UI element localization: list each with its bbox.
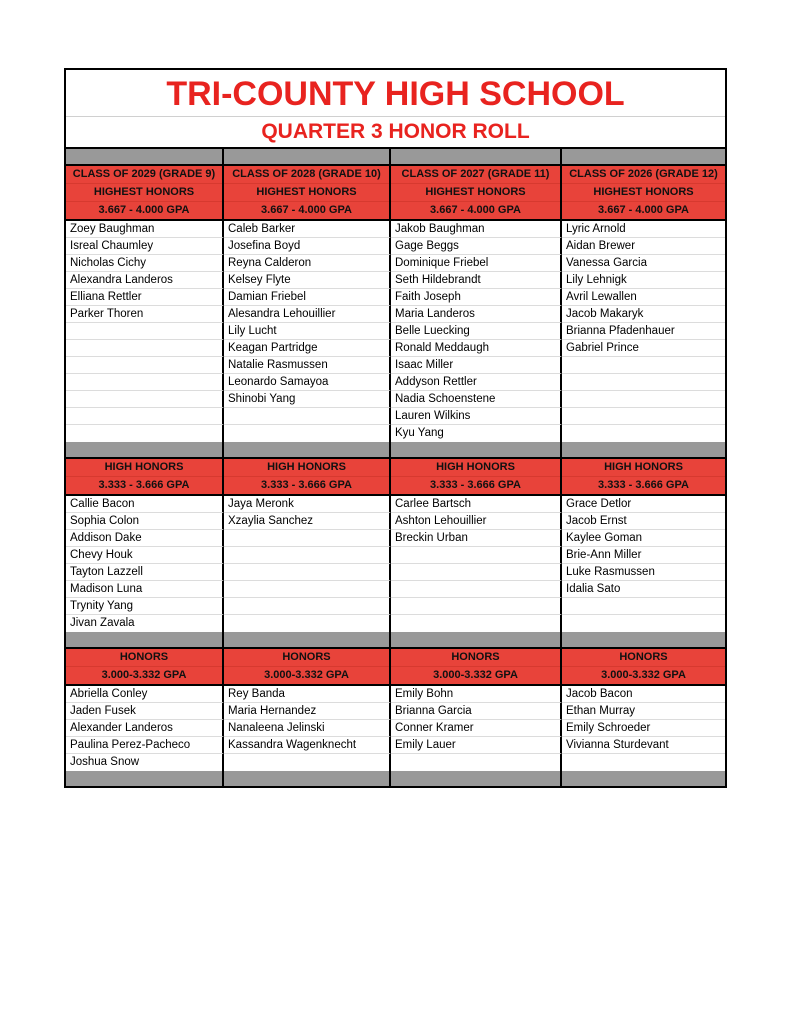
student-name: Jaya Meronk [224, 496, 391, 513]
student-name: Rey Banda [224, 686, 391, 703]
table-row [66, 598, 725, 615]
student-name: Addyson Rettler [391, 374, 562, 391]
student-name [224, 754, 391, 771]
header-line: HONORS [562, 649, 725, 667]
section-header-row [66, 459, 725, 496]
table-row [66, 564, 725, 581]
student-name: Ethan Murray [562, 703, 725, 720]
student-name [391, 581, 562, 598]
section-header-cell [391, 459, 562, 494]
separator-cell [224, 771, 391, 786]
student-name: Xzaylia Sanchez [224, 513, 391, 530]
table-row [66, 513, 725, 530]
table-row [66, 496, 725, 513]
student-name: Madison Luna [66, 581, 224, 598]
header-line: HIGH HONORS [391, 459, 560, 477]
separator-cell [562, 149, 725, 164]
student-name: Carlee Bartsch [391, 496, 562, 513]
student-name [562, 598, 725, 615]
student-name: Joshua Snow [66, 754, 224, 771]
table-row [66, 391, 725, 408]
table-row [66, 737, 725, 754]
separator-cell [391, 632, 562, 647]
student-name [224, 408, 391, 425]
student-name: Lily Lucht [224, 323, 391, 340]
student-name: Caleb Barker [224, 221, 391, 238]
name-list [66, 496, 725, 632]
name-list [66, 686, 725, 771]
section-header-row [66, 166, 725, 221]
student-name [66, 374, 224, 391]
header-line: HONORS [391, 649, 560, 667]
separator-cell [391, 771, 562, 786]
student-name [562, 615, 725, 632]
student-name [562, 357, 725, 374]
table-row [66, 581, 725, 598]
student-name: Aidan Brewer [562, 238, 725, 255]
student-name: Addison Dake [66, 530, 224, 547]
student-name: Lyric Arnold [562, 221, 725, 238]
student-name [66, 408, 224, 425]
header-line: 3.000-3.332 GPA [433, 669, 518, 681]
header-line: HIGHEST HONORS [66, 184, 222, 202]
student-name: Emily Schroeder [562, 720, 725, 737]
student-name [391, 547, 562, 564]
table-row [66, 408, 725, 425]
honor-roll-subtitle: QUARTER 3 HONOR ROLL [66, 117, 725, 149]
student-name [562, 408, 725, 425]
table-row [66, 754, 725, 771]
header-line: HIGHEST HONORS [562, 184, 725, 202]
student-name: Damian Friebel [224, 289, 391, 306]
section-header-cell [562, 166, 725, 219]
header-line: 3.000-3.332 GPA [601, 669, 686, 681]
student-name: Idalia Sato [562, 581, 725, 598]
student-name [66, 340, 224, 357]
student-name: Emily Lauer [391, 737, 562, 754]
student-name [224, 598, 391, 615]
student-name [562, 374, 725, 391]
separator-cell [66, 442, 224, 457]
header-line: CLASS OF 2027 (GRADE 11) [391, 166, 560, 184]
student-name: Callie Bacon [66, 496, 224, 513]
student-name: Breckin Urban [391, 530, 562, 547]
student-name: Dominique Friebel [391, 255, 562, 272]
section-header-cell [562, 649, 725, 684]
header-line: HIGHEST HONORS [391, 184, 560, 202]
student-name: Natalie Rasmussen [224, 357, 391, 374]
separator-cell [562, 442, 725, 457]
student-name [224, 425, 391, 442]
student-name: Kelsey Flyte [224, 272, 391, 289]
separator-cell [391, 442, 562, 457]
header-line: 3.667 - 4.000 GPA [261, 204, 352, 216]
student-name: Gage Beggs [391, 238, 562, 255]
student-name: Vivianna Sturdevant [562, 737, 725, 754]
student-name: Brianna Pfadenhauer [562, 323, 725, 340]
header-line: CLASS OF 2028 (GRADE 10) [224, 166, 389, 184]
separator-cell [66, 149, 224, 164]
student-name: Nanaleena Jelinski [224, 720, 391, 737]
student-name: Alexandra Landeros [66, 272, 224, 289]
student-name: Nicholas Cichy [66, 255, 224, 272]
student-name: Kaylee Goman [562, 530, 725, 547]
student-name: Grace Detlor [562, 496, 725, 513]
student-name: Isreal Chaumley [66, 238, 224, 255]
separator-cell [391, 149, 562, 164]
student-name: Jacob Ernst [562, 513, 725, 530]
student-name [391, 564, 562, 581]
student-name: Conner Kramer [391, 720, 562, 737]
student-name: Leonardo Samayoa [224, 374, 391, 391]
student-name: Isaac Miller [391, 357, 562, 374]
header-line: 3.667 - 4.000 GPA [430, 204, 521, 216]
header-line: 3.000-3.332 GPA [264, 669, 349, 681]
section-header-cell [391, 649, 562, 684]
student-name: Vanessa Garcia [562, 255, 725, 272]
student-name: Brie-Ann Miller [562, 547, 725, 564]
separator-cell [224, 149, 391, 164]
table-row [66, 374, 725, 391]
header-line: CLASS OF 2029 (GRADE 9) [66, 166, 222, 184]
separator-cell [224, 632, 391, 647]
student-name: Zoey Baughman [66, 221, 224, 238]
separator-row [66, 771, 725, 786]
school-title: TRI-COUNTY HIGH SCHOOL [66, 70, 725, 117]
header-line: 3.333 - 3.666 GPA [430, 479, 521, 491]
name-list [66, 221, 725, 442]
table-row [66, 530, 725, 547]
student-name: Shinobi Yang [224, 391, 391, 408]
student-name: Josefina Boyd [224, 238, 391, 255]
table-row [66, 357, 725, 374]
header-line: 3.333 - 3.666 GPA [261, 479, 352, 491]
student-name: Keagan Partridge [224, 340, 391, 357]
header-line: HONORS [224, 649, 389, 667]
student-name: Jaden Fusek [66, 703, 224, 720]
header-line: 3.000-3.332 GPA [101, 669, 187, 681]
table-row [66, 703, 725, 720]
table-row [66, 340, 725, 357]
student-name: Alexander Landeros [66, 720, 224, 737]
student-name [391, 754, 562, 771]
student-name: Sophia Colon [66, 513, 224, 530]
header-line: 3.667 - 4.000 GPA [98, 204, 190, 216]
separator-cell [562, 632, 725, 647]
student-name: Ronald Meddaugh [391, 340, 562, 357]
table-row [66, 686, 725, 703]
separator-cell [66, 632, 224, 647]
student-name [224, 530, 391, 547]
student-name: Lily Lehnigk [562, 272, 725, 289]
header-line: HIGH HONORS [224, 459, 389, 477]
header-line: HIGH HONORS [562, 459, 725, 477]
section-header-cell [391, 166, 562, 219]
header-line: 3.333 - 3.666 GPA [98, 479, 190, 491]
student-name [562, 754, 725, 771]
student-name: Avril Lewallen [562, 289, 725, 306]
student-name: Alesandra Lehouillier [224, 306, 391, 323]
student-name [391, 598, 562, 615]
student-name: Reyna Calderon [224, 255, 391, 272]
section-header-cell [224, 649, 391, 684]
student-name: Trynity Yang [66, 598, 224, 615]
table-row [66, 323, 725, 340]
student-name: Faith Joseph [391, 289, 562, 306]
student-name: Luke Rasmussen [562, 564, 725, 581]
student-name [66, 323, 224, 340]
header-line: HIGHEST HONORS [224, 184, 389, 202]
student-name [224, 581, 391, 598]
separator-row [66, 442, 725, 459]
student-name: Jacob Makaryk [562, 306, 725, 323]
separator-row [66, 149, 725, 166]
student-name: Jakob Baughman [391, 221, 562, 238]
student-name: Ashton Lehouillier [391, 513, 562, 530]
section-header-cell [224, 459, 391, 494]
student-name: Gabriel Prince [562, 340, 725, 357]
student-name [224, 547, 391, 564]
student-name: Tayton Lazzell [66, 564, 224, 581]
section-header-cell [66, 649, 224, 684]
separator-row [66, 632, 725, 649]
section-header-row [66, 649, 725, 686]
header-line: 3.667 - 4.000 GPA [598, 204, 689, 216]
header-line: 3.333 - 3.666 GPA [598, 479, 689, 491]
student-name [66, 425, 224, 442]
table-row [66, 272, 725, 289]
student-name: Maria Landeros [391, 306, 562, 323]
student-name: Maria Hernandez [224, 703, 391, 720]
table-row [66, 255, 725, 272]
header-line: HONORS [66, 649, 222, 667]
separator-cell [224, 442, 391, 457]
student-name: Kyu Yang [391, 425, 562, 442]
student-name [224, 564, 391, 581]
student-name: Paulina Perez-Pacheco [66, 737, 224, 754]
table-row [66, 547, 725, 564]
student-name: Belle Luecking [391, 323, 562, 340]
separator-cell [66, 771, 224, 786]
student-name: Jacob Bacon [562, 686, 725, 703]
student-name [66, 357, 224, 374]
table-row [66, 720, 725, 737]
table-row [66, 289, 725, 306]
student-name [562, 391, 725, 408]
student-name: Kassandra Wagenknecht [224, 737, 391, 754]
student-name: Parker Thoren [66, 306, 224, 323]
student-name: Brianna Garcia [391, 703, 562, 720]
table-row [66, 615, 725, 632]
section-header-cell [562, 459, 725, 494]
student-name: Seth Hildebrandt [391, 272, 562, 289]
student-name: Elliana Rettler [66, 289, 224, 306]
student-name: Abriella Conley [66, 686, 224, 703]
student-name: Lauren Wilkins [391, 408, 562, 425]
student-name [66, 391, 224, 408]
honor-roll-sheet [64, 68, 727, 788]
separator-cell [562, 771, 725, 786]
student-name [224, 615, 391, 632]
honor-roll-table [66, 149, 725, 786]
student-name [391, 615, 562, 632]
header-line: CLASS OF 2026 (GRADE 12) [562, 166, 725, 184]
student-name: Chevy Houk [66, 547, 224, 564]
student-name [562, 425, 725, 442]
table-row [66, 425, 725, 442]
table-row [66, 221, 725, 238]
student-name: Jivan Zavala [66, 615, 224, 632]
table-row [66, 306, 725, 323]
table-row [66, 238, 725, 255]
section-header-cell [66, 459, 224, 494]
header-line: HIGH HONORS [66, 459, 222, 477]
section-header-cell [66, 166, 224, 219]
section-header-cell [224, 166, 391, 219]
student-name: Nadia Schoenstene [391, 391, 562, 408]
student-name: Emily Bohn [391, 686, 562, 703]
